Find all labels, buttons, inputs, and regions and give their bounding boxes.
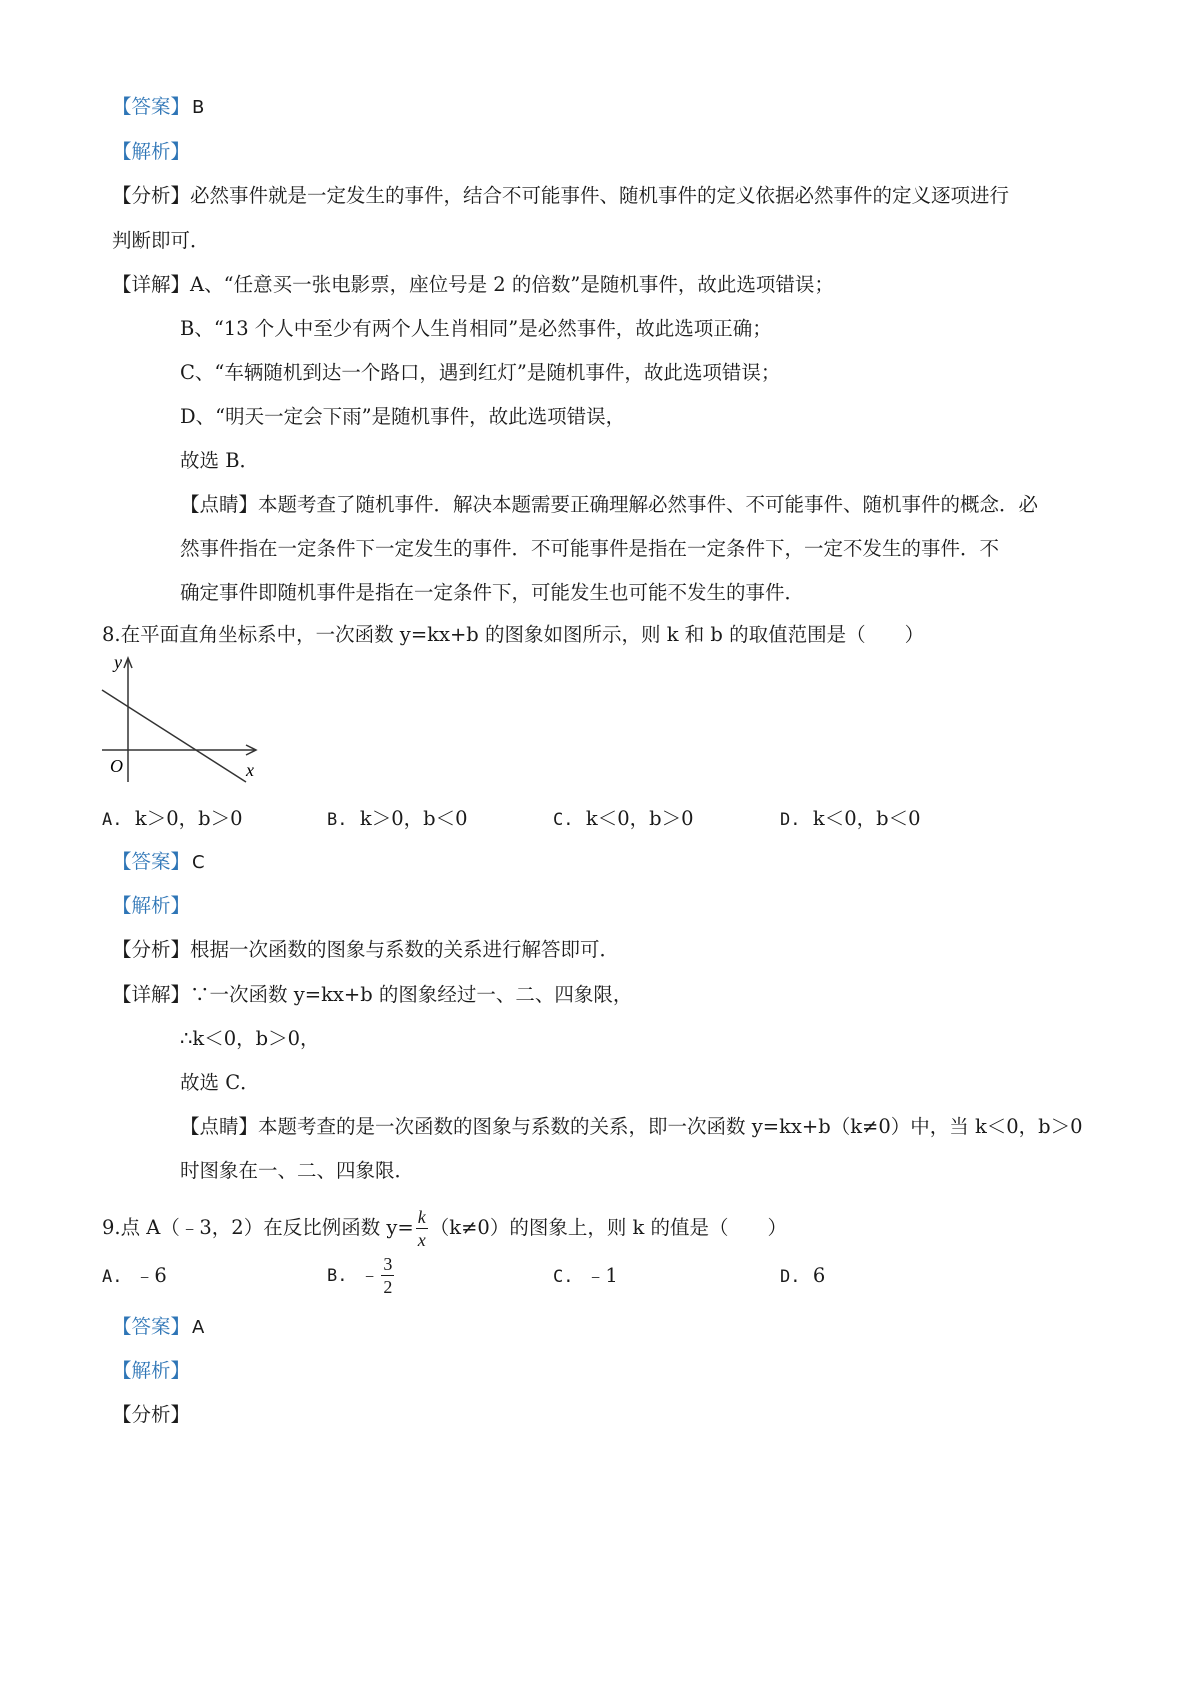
option-text: k＞0，b＞0 [134,807,243,830]
xiangjie-line-q8 [112,981,632,1009]
fenxi-tag: 【分析】 [112,1403,191,1426]
dianjing-line-q7-3: 确定事件即随机事件是指在一定条件下，可能发生也可能不发生的事件． [180,581,805,604]
option-label: A. [102,1267,123,1287]
dianjing-text: 本题考查了随机事件．解决本题需要正确理解必然事件、不可能事件、随机事件的概念．必 [258,493,1039,516]
answer-value: A [192,1317,205,1338]
answer-tag: 【答案】 [112,95,191,118]
origin-label: O [110,756,123,776]
xiangjie-d: D、“明天一定会下雨”是随机事件，故此选项错误， [180,405,626,428]
option-d-q8 [780,805,921,834]
analysis-tag: 【解析】 [112,1359,191,1382]
question-9-post: （k≠0）的图象上，则 k 的值是（ ） [429,1216,788,1239]
conclusion-q7: 故选 B． [180,449,260,472]
question-9-pre: 9.点 A（﹣3，2）在反比例函数 y= [102,1216,414,1239]
option-label: D. [780,810,801,830]
option-text: ﹣6 [134,1264,167,1287]
option-a-q8 [102,805,243,834]
xiangjie-text: ∵一次函数 y=kx+b 的图象经过一、二、四象限， [190,983,633,1006]
option-label: B. [327,810,348,830]
fenxi-line-q9 [112,1401,190,1429]
fraction-numerator: 3 [383,1254,393,1274]
question-8: 8.在平面直角坐标系中，一次函数 y=kx+b 的图象如图所示，则 k 和 b 的取值范围是（ ） [102,623,925,646]
xiangjie-tag: 【详解】 [112,273,191,296]
xiangjie-c: C、“车辆随机到达一个路口，遇到红灯”是随机事件，故此选项错误； [180,361,781,384]
answer-line-q9 [112,1313,204,1342]
option-label: B. [327,1266,348,1286]
option-label: C. [553,810,574,830]
answer-value: C [192,852,205,873]
dianjing-text: 本题考查的是一次函数的图象与系数的关系，即一次函数 y=kx+b（k≠0）中，当 k＜0，b＞0 [258,1115,1083,1138]
analysis-heading-q9 [112,1357,190,1385]
function-line [102,690,246,782]
xiangjie-a: A、“任意买一张电影票，座位号是 2 的倍数”是随机事件，故此选项错误； [190,273,834,296]
fraction-k-over-x [416,1206,428,1251]
answer-tag: 【答案】 [112,850,191,873]
xiangjie-b: B、“13 个人中至少有两个人生肖相同”是必然事件，故此选项正确； [180,317,772,340]
dianjing-line-q8-2: 时图象在一、二、四象限． [180,1159,415,1182]
analysis-tag: 【解析】 [112,894,191,917]
fenxi-line-q8 [112,936,619,964]
answer-value: B [192,97,205,118]
option-text: k＜0，b＞0 [585,807,694,830]
option-c-q9 [553,1262,618,1291]
x-axis-label: x [246,760,254,780]
dianjing-line-q8 [180,1113,1083,1141]
answer-line-q7 [112,93,204,122]
fenxi-tag: 【分析】 [112,184,191,207]
dianjing-tag: 【点睛】 [180,1115,259,1138]
option-d-q9 [780,1262,825,1291]
fraction-three-halves [381,1253,394,1298]
fenxi-tag: 【分析】 [112,938,191,961]
option-c-q8 [553,805,694,834]
answer-line-q8 [112,848,205,877]
analysis-heading-q8 [112,892,190,920]
option-text: ﹣1 [585,1264,618,1287]
option-text: k＞0，b＜0 [359,807,468,830]
answer-tag: 【答案】 [112,1315,191,1338]
conclusion-q8: 故选 C． [180,1071,260,1094]
option-b-q8 [327,805,468,834]
option-a-q9 [102,1262,167,1291]
analysis-heading-q7 [112,138,190,166]
y-axis-label: y [114,652,122,672]
option-label: A. [102,810,123,830]
dianjing-line-q7-2: 然事件指在一定条件下一定发生的事件．不可能事件是指在一定条件下，一定不发生的事件．不 [180,537,1000,560]
option-text: ﹣ [359,1263,380,1286]
fenxi-line-q7 [112,182,1009,210]
fraction-numerator: k [417,1207,426,1227]
option-text: k＜0，b＜0 [812,807,921,830]
option-b-q9 [327,1250,396,1301]
option-text: 6 [812,1264,826,1287]
question-9 [102,1204,787,1252]
fraction-denominator: x [417,1230,426,1250]
xiangjie-line-q8-2: ∴k＜0，b＞0， [180,1027,320,1050]
fenxi-line-q7-cont: 判断即可． [112,229,210,252]
fraction-denominator: 2 [383,1277,393,1297]
linear-function-graph [96,650,266,785]
dianjing-tag: 【点睛】 [180,493,259,516]
fenxi-text: 根据一次函数的图象与系数的关系进行解答即可． [190,938,620,961]
analysis-tag: 【解析】 [112,140,191,163]
option-label: D. [780,1267,801,1287]
xiangjie-tag: 【详解】 [112,983,191,1006]
fenxi-text: 必然事件就是一定发生的事件，结合不可能事件、随机事件的定义依据必然事件的定义逐项进行 [190,184,1010,207]
option-label: C. [553,1267,574,1287]
dianjing-line-q7 [180,491,1038,519]
xiangjie-line-q7 [112,271,834,299]
